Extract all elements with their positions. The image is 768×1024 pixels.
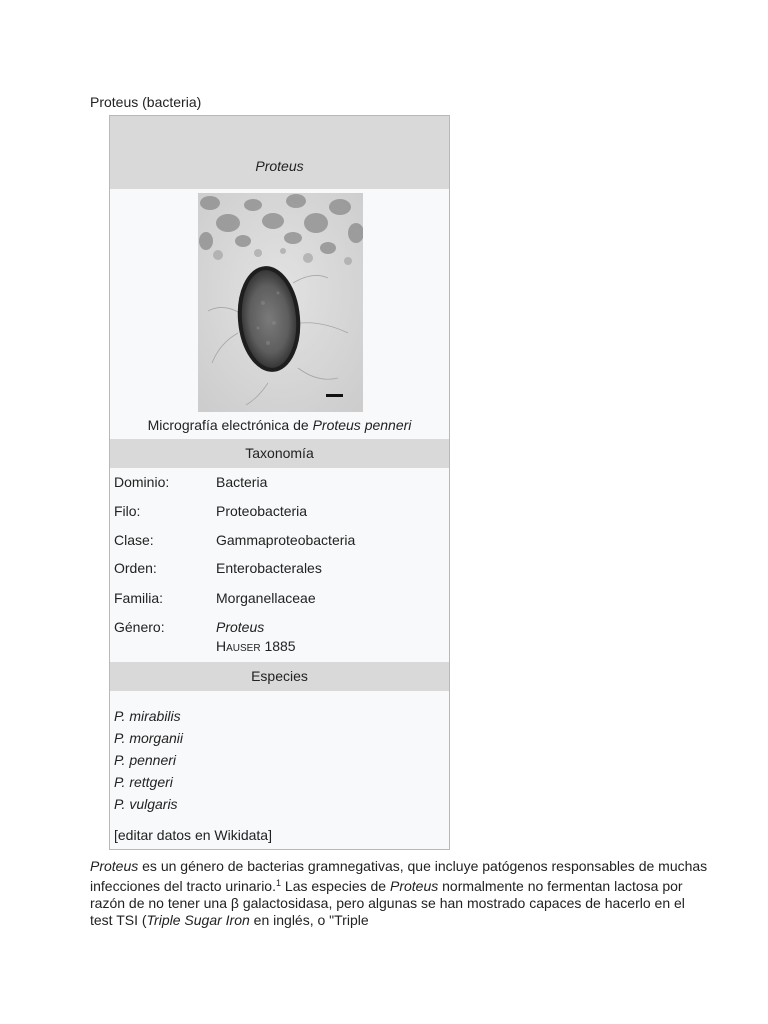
caption-prefix: Micrografía electrónica de: [147, 417, 313, 433]
body-genus: Proteus: [90, 858, 139, 874]
taxonomy-row-dominio: [110, 468, 449, 497]
body-tsi: Triple Sugar Iron: [146, 912, 250, 928]
species-item[interactable]: P. morganii: [114, 730, 184, 746]
taxonomy-value[interactable]: Bacteria: [216, 474, 268, 490]
taxonomy-value[interactable]: Enterobacterales: [216, 560, 322, 576]
genus-authority[interactable]: Hauser 1885: [216, 638, 296, 654]
micrograph-drawing: [198, 193, 363, 412]
taxonomy-header: Taxonomía: [110, 439, 449, 468]
taxonomy-value[interactable]: Morganellaceae: [216, 590, 316, 606]
taxobox-title: Proteus: [255, 158, 304, 174]
taxonomy-value: [216, 619, 296, 654]
taxonomy-row-clase: [110, 526, 449, 555]
body-text-c: normalmente no fermentan lactosa por razón de no tener una β galactosidasa, pero algunas se han mostrado capaces de hacerlo en el test TSI (: [90, 878, 685, 928]
citation-link[interactable]: 1: [276, 878, 282, 888]
electron-micrograph-image[interactable]: [198, 193, 363, 412]
taxonomy-row-genero: [110, 613, 449, 661]
taxobox: [109, 115, 450, 850]
species-list: [114, 705, 183, 815]
species-item[interactable]: P. penneri: [114, 752, 177, 768]
image-caption: [110, 417, 449, 433]
taxonomy-row-orden: [110, 554, 449, 583]
species-item[interactable]: P. mirabilis: [114, 708, 181, 724]
page-title: Proteus (bacteria): [90, 94, 202, 110]
body-text-a: es un género de bacterias gramnegativas, que incluye patógenos responsables de muchas infecciones del tracto urinario.: [90, 858, 708, 894]
species-item[interactable]: P. rettgeri: [114, 774, 173, 790]
species-item[interactable]: P. vulgaris: [114, 796, 178, 812]
taxonomy-key: Género:: [114, 619, 165, 635]
taxonomy-value[interactable]: Gammaproteobacteria: [216, 532, 356, 548]
taxobox-header: [110, 116, 449, 189]
taxonomy-value[interactable]: Proteobacteria: [216, 503, 308, 519]
taxonomy-key: Familia:: [114, 590, 164, 606]
taxonomy-key: Filo:: [114, 503, 141, 519]
taxonomy-key: Orden:: [114, 560, 157, 576]
body-genus-2: Proteus: [389, 878, 439, 894]
taxonomy-row-filo: [110, 497, 449, 526]
edit-wikidata-link[interactable]: [editar datos en Wikidata]: [114, 827, 272, 843]
intro-paragraph: [90, 858, 710, 929]
taxonomy-key: Dominio:: [114, 474, 170, 490]
taxonomy-key: Clase:: [114, 532, 154, 548]
taxonomy-row-familia: [110, 584, 449, 613]
body-text-b: Las especies de: [281, 878, 390, 894]
genus-name: Proteus: [216, 619, 265, 635]
body-text-d: en inglés, o "Triple: [249, 912, 369, 928]
caption-species: Proteus penneri: [312, 417, 412, 433]
species-header: Especies: [110, 662, 449, 691]
